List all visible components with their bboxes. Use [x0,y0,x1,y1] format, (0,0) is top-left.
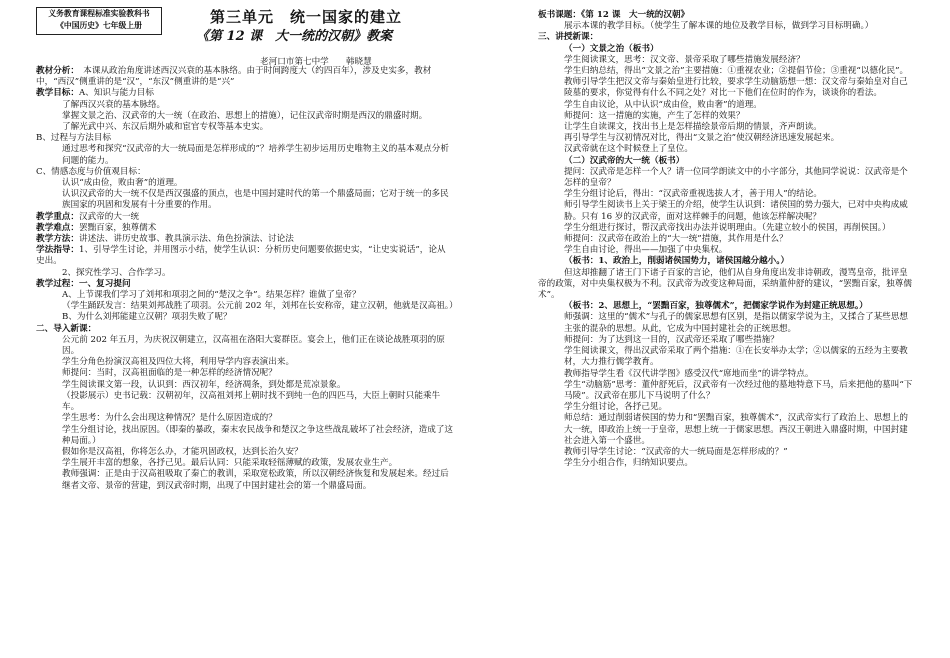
paragraph [538,458,914,469]
paragraph-text: 师提问：为了达到这一目的，汉武帝还采取了哪些措施？ [564,334,779,345]
paragraph-text: 通过思考和探究“汉武帝的大一统局面是怎样形成的”？培养学生初步运用历史唯物主义的基本观点分析问题的能力。 [62,144,449,166]
paragraph [538,234,914,245]
paragraph [36,413,454,424]
paragraph-text: 罢黜百家，独尊儒术 [78,222,157,233]
paragraph-text: （板书：2、思想上，“罢黜百家，独尊儒术”，把儒家学说作为封建正统思想。） [564,301,868,312]
paragraph-text: 三、讲授新课： [538,32,599,43]
paragraph [36,178,454,189]
paragraph-text: 学生“动脑筋”思考：董仲舒死后，汉武帝有一次经过他的墓地特意下马，后来把他的墓叫“下马陵”。汉武帝在那儿下马说明了什么？ [564,379,913,401]
paragraph-text: 再引导学生与汉初情况对比，得出“文景之治”使汉朝经济迅速发展起来。 [564,133,840,144]
lesson-subtitle: 《第 12 课 大一统的汉朝》教案 [196,29,393,44]
paragraph-text: 本课从政治角度讲述西汉兴衰的基本脉络。由于时间跨度大（约四百年），涉及史实多，教材中，“西汉”侧重讲的是“汉”，“东汉”侧重讲的是“兴” [36,66,432,88]
paragraph-text: 师总结：通过削弱诸侯国的势力和“罢黜百家，独尊儒术”，汉武帝实行了政治上、思想上的大一统，即政治上统一于皇帝，思想上统一于儒家思想。西汉王朝进入鼎盛时期，中国封建社会进入第一个盛世。 [564,413,908,446]
right-column [538,10,914,469]
paragraph-text: 1、引导学生讨论，并用图示小结，使学生认识：分析历史问题要依据史实，“让史实说话”，论从史出。 [36,245,446,267]
paragraph-text: 2、探究性学习、合作学习。 [62,267,171,278]
paragraph-text: C、情感态度与价值观目标： [36,166,146,177]
paragraph [538,66,914,77]
paragraph [36,368,454,379]
paragraph [538,32,914,43]
paragraph-text: 学生阅读课文，得出汉武帝采取了两个措施：①在长安举办太学；②以儒家的五经为主要教材，大力推行儒学教育。 [564,346,908,368]
paragraph-text: A、知识与能力目标 [78,88,154,99]
paragraph [36,324,454,335]
paragraph [36,458,454,469]
paragraph [538,346,914,368]
paragraph-text: 师引导学生阅读书上关于梁王的介绍，使学生认识到：诸侯国的势力强大，已对中央构成威胁。只有 16 岁的汉武帝，面对这样棘手的问题，他该怎样解决呢？ [564,200,908,222]
section-label: 板书课题： [538,10,581,20]
paragraph-text: 汉武帝的大一统 [78,211,140,222]
paragraph [36,268,454,279]
paragraph-text: 师提问：当时，汉高祖面临的是一种怎样的经济情况呢？ [62,368,277,379]
paragraph-text: 《第 12 课 大一统的汉朝》 [580,10,690,20]
paragraph-text: 学生分组进行探讨，帮汉武帝找出办法并说明理由。（先建立较小的侯国，再削侯国。） [564,222,891,233]
paragraph-text: 学生展开丰富的想象，各抒己见。最后认同：只能采取轻徭薄赋的政策，发展农业生产。 [62,458,398,469]
paragraph-text: 认识“成由俭，败由奢”的道理。 [62,178,183,189]
series-line-2: 《中国历史》七年级上册 [56,21,142,30]
paragraph-text: 二、导入新课： [36,323,97,334]
left-column [36,66,458,492]
paragraph-text: A、上节课我们学习了刘邦和项羽之间的“楚汉之争”。结果怎样？谁做了皇帝？ [62,290,361,301]
paragraph-text: （二）汉武帝的大一统（板书） [564,155,685,166]
paragraph-text: 但这却推翻了诸王门下诸子百家的言论，他们从自身角度出发非诗朝政，漫骂皇帝，批评皇帝的政策，对中央集权极为不利。汉武帝为改变这种局面，采纳董仲舒的建议，“罢黜百家，独尊儒术”。 [538,267,912,301]
paragraph [538,223,914,234]
paragraph-text: 讲述法、讲历史故事、教具演示法、角色扮演法、讨论法 [78,234,294,245]
paragraph [538,369,914,380]
paragraph [538,380,914,402]
paragraph [36,66,454,88]
paragraph [538,10,914,21]
section-label: 教学目标： [36,88,79,99]
paragraph-text: 一、复习提问 [78,278,131,289]
paragraph-text: 认识汉武帝的大一统不仅是西汉强盛的顶点，也是中国封建时代的第一个鼎盛局面；它对于统一的多民族国家的巩固和发展有十分重要的作用。 [62,189,449,211]
paragraph [538,301,914,312]
paragraph-text: 汉武帝就在这个时候登上了皇位。 [564,144,693,155]
series-label-box [36,7,162,35]
paragraph [538,312,914,334]
paragraph [538,413,914,447]
paragraph [538,167,914,189]
paragraph [36,425,454,447]
paragraph [36,212,454,223]
series-line-1: 义务教育课程标准实验教科书 [48,9,150,18]
paragraph [36,335,454,357]
paragraph [36,312,454,323]
paragraph [36,391,454,413]
paragraph [36,357,454,368]
paragraph-text: 假如你是汉高祖，你将怎么办，才能巩固政权，达到长治久安？ [62,446,303,457]
paragraph-text: （一）文景之治（板书） [564,43,659,54]
paragraph [538,447,914,458]
paragraph-text: 展示本课的教学目标。（使学生了解本课的地位及教学目标，做到学习目标明确。） [564,21,874,32]
paragraph [538,133,914,144]
paragraph-text: 学生分组讨论后，得出：“汉武帝重视选拔人才，善于用人”的结论。 [564,189,823,200]
paragraph [36,447,454,458]
paragraph-text: 教师引导学生讨论：“汉武帝的大一统局面是怎样形成的？” [564,446,788,457]
paragraph [538,111,914,122]
paragraph-text: 学生分组讨论，找出原因。（即秦的暴政，秦末农民战争和楚汉之争这些战乱破坏了社会经济，造成了这种局面。） [62,424,454,446]
paragraph-text: B、为什么刘邦能建立汉朝？项羽失败了呢？ [62,312,232,323]
section-label: 教材分析： [36,66,75,76]
paragraph [36,469,454,491]
paragraph-text: 教师强调：正是由于汉高祖吸取了秦亡的教训，采取宽松政策，所以汉朝经济恢复和发展起来。经过后继者文帝、景帝的营建，到汉武帝时期，出现了中国封建社会的第一个鼎盛局面。 [62,469,449,491]
paragraph-text: 师提问：这一措施的实施，产生了怎样的效果？ [564,110,745,121]
paragraph-text: 学生阅读课文，思考：汉文帝、景帝采取了哪些措施发展经济？ [564,54,805,65]
paragraph-text: 学生归纳总结，得出“文景之治”主要措施：①重视农业；②提倡节俭；③重视“以德化民”。 [564,66,909,77]
paragraph-text: 了解西汉兴衰的基本脉络。 [62,99,166,110]
paragraph-text: 公元前 202 年五月，为庆祝汉朝建立，汉高祖在洛阳大宴群臣。宴会上，他们正在谈论战胜项羽的原因。 [62,334,445,357]
paragraph [538,77,914,99]
paragraph [538,156,914,167]
paragraph [538,256,914,267]
paragraph [538,144,914,155]
paragraph [36,301,458,312]
paragraph [538,268,914,302]
paragraph-text: 让学生自读课文，找出书上是怎样描绘景帝后期的情景，齐声朗读。 [564,122,822,133]
paragraph-text: 学生分小组合作，归纳知识要点。 [564,458,693,469]
paragraph [36,380,454,391]
section-label: 教学难点： [36,222,79,233]
paragraph [36,290,454,301]
paragraph [538,122,914,133]
paragraph [538,189,914,200]
paragraph-text: 教师引导学生把汉文帝与秦始皇进行比较，要求学生动脑筋想一想：汉文帝与秦始皇对自己陵墓的要求，你觉得有什么不同之处？对比一下他们在位时的作为，谈谈你的看法。 [564,77,908,99]
paragraph [36,189,454,211]
paragraph-text: 学生思考：为什么会出现这种情况？是什么原因造成的？ [62,413,277,424]
paragraph [538,21,914,32]
paragraph [538,200,914,222]
section-label: 教学重点： [36,211,79,222]
paragraph-text: 师提问：汉武帝在政治上的“大一统”措施，其作用是什么？ [564,234,788,245]
paragraph-text: 学生分组讨论，各抒己见。 [564,402,668,413]
paragraph-text: 掌握文景之治、汉武帝的大一统（在政治、思想上的措施），记住汉武帝时期是西汉的鼎盛时期。 [62,110,428,121]
paragraph [538,55,914,66]
paragraph-text: （投影展示）史书记载：汉朝初年，汉高祖刘邦上朝时找不到纯一色的四匹马，大臣上朝时只能乘牛车。 [62,390,441,413]
paragraph-text: （板书：1、政治上，削弱诸侯国势力，诸侯国越分越小。） [564,256,790,267]
section-label: 教学方法： [36,234,79,245]
paragraph-text: 师强调：这里的“儒术”与孔子的儒家思想有区别，是指以儒家学说为主，又揉合了某些思想主张的混杂的思想。从此，它成为中国封建社会的正统思想。 [564,312,908,334]
paragraph [36,88,454,99]
paragraph-text: 学生阅读课文第一段，认识到：西汉初年，经济凋条，到处都是荒凉景象。 [62,379,346,390]
paragraph [36,234,454,245]
paragraph [538,245,914,256]
paragraph-text: B、过程与方法目标 [36,133,112,144]
paragraph [538,44,914,55]
paragraph-text: 学生自由讨论，得出——加强了中央集权。 [564,245,728,256]
paragraph [538,335,914,346]
paragraph [36,279,454,290]
paragraph [36,144,454,166]
author-line: 老河口市第七中学 韩晓慧 [260,57,372,67]
section-label: 教学过程： [36,278,79,289]
paragraph [36,100,454,111]
unit-title: 第三单元 统一国家的建立 [210,8,403,26]
paragraph [36,223,454,234]
paragraph-text: （学生踊跃发言：结果刘邦战胜了项羽。公元前 202 年，刘邦在长安称帝，建立汉朝，他就是汉高祖。） [62,301,458,312]
section-label: 学法指导： [36,245,79,256]
paragraph-text: 了解光武中兴、东汉后期外戚和宦官专权等基本史实。 [62,122,269,133]
paragraph [36,133,454,144]
paragraph [538,100,914,111]
paragraph [36,111,454,122]
paragraph [36,245,454,267]
paragraph-text: 学生分角色扮演汉高祖及四位大将，利用导学内容表演出来。 [62,357,295,368]
paragraph-text: 提问：汉武帝是怎样一个人？请一位同学朗读文中的小字部分，其他同学说说：汉武帝是个怎样的皇帝？ [564,166,908,189]
paragraph [36,167,454,178]
paragraph [538,402,914,413]
paragraph-text: 教师指导学生看《汉代讲学图》感受汉代“席地而坐”的讲学特点。 [564,368,814,379]
paragraph [36,122,454,133]
paragraph-text: 学生自由议论，从中认识“成由俭，败由奢”的道理。 [564,99,762,110]
